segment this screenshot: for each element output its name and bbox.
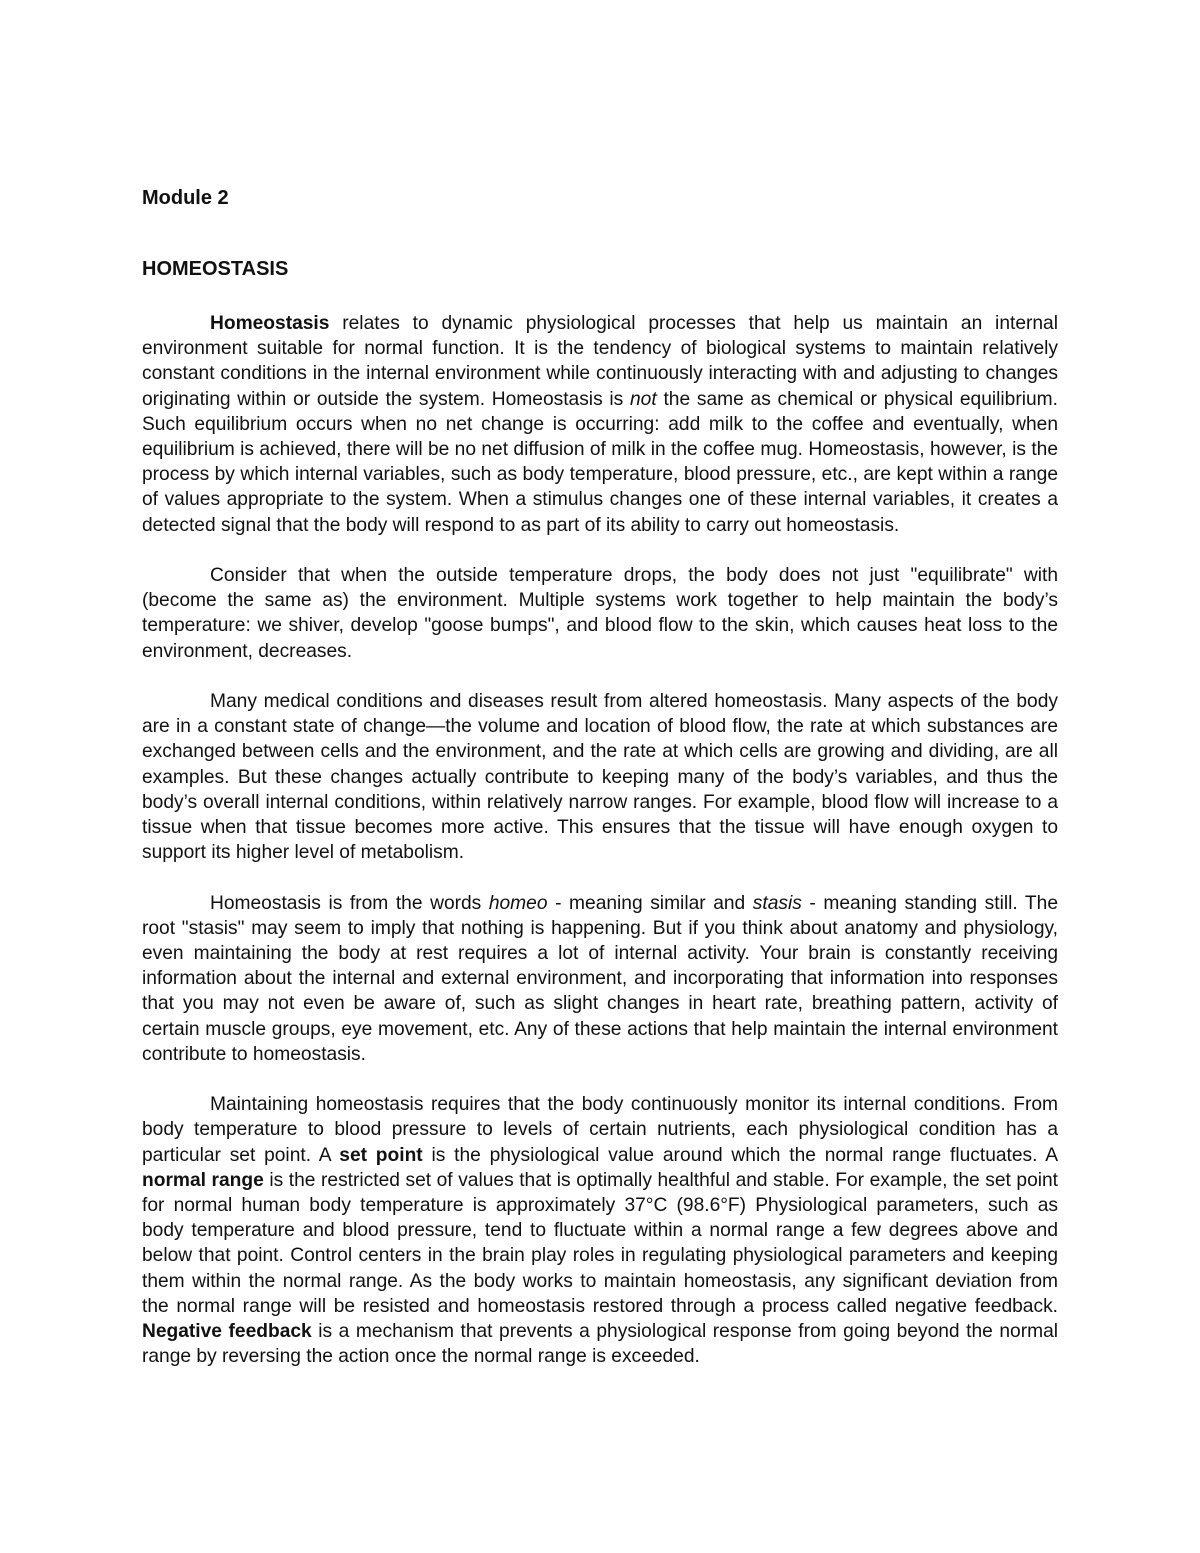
document-title: HOMEOSTASIS — [142, 258, 289, 280]
bold-term: set point — [339, 1144, 423, 1166]
text-run: the same as chemical or physical equilibrium. Such equilibrium occurs when no net change is occurring: add milk to the coffee and eventually, when equilibrium is achieved, there will be no net diffusion of milk in the coffee mug. Homeostasis, however, is the process by which internal variables, such as body temperature, blood pressure, etc., are kept within a range of values appropriate to the system. When a stimulus changes one of these internal variables, it creates a detected signal that the body will respond to as part of its ability to carry out homeostasis. — [142, 388, 1058, 536]
text-run: - meaning standing still. The root "stasis" may seem to imply that nothing is happening. But if you think about anatomy and physiology, even maintaining the body at rest requires a lot of internal activity. Your brain is constantly receiving information about the internal and external environment, and incorporating that information into responses that you may not even be aware of, such as slight changes in heart rate, breathing pattern, activity of certain muscle groups, eye movement, etc. Any of these actions that help maintain the internal environment contribute to homeostasis. — [142, 892, 1058, 1065]
module-label: Module 2 — [142, 187, 229, 209]
text-run: is the restricted set of values that is optimally healthful and stable. For example, the set point for normal human body temperature is approximately 37°C (98.6°F) Physiological parameters, such as body temperature and blood pressure, tend to fluctuate within a normal range a few degrees above and below that point. Control centers in the brain play roles in regulating physiological parameters and keeping them within the normal range. As the body works to maintain homeostasis, any significant deviation from the normal range will be resisted and homeostasis restored through a process called negative feedback. — [142, 1169, 1059, 1317]
italic-term: not — [630, 388, 657, 410]
paragraph — [142, 689, 1058, 865]
text-run: relates to dynamic physiological processes that help us maintain an internal environment suitable for normal function. It is the tendency of biological systems to maintain relatively constant conditions in the internal environment while continuously interacting with and adjusting to changes originating within or outside the system. Homeostasis is — [142, 313, 1058, 410]
text-run: is the physiological value around which the normal range fluctuates. A — [422, 1144, 1058, 1166]
text-run: Consider that when the outside temperature drops, the body does not just "equilibrate" with (become the same as) the environment. Multiple systems work together to help maintain the body’s temperature: we shiver, develop "goose bumps", and blood flow to the skin, which causes heat loss to the environment, decreases. — [142, 565, 1058, 662]
text-run: Maintaining homeostasis requires that the body continuously monitor its internal conditions. From body temperature to blood pressure to levels of certain nutrients, each physiological condition has a particular set point. A — [142, 1094, 1058, 1166]
bold-term: Negative feedback — [142, 1321, 312, 1343]
text-run: is a mechanism that prevents a physiological response from going beyond the normal range by reversing the action once the normal range is exceeded. — [142, 1321, 1059, 1368]
document-body — [142, 311, 1058, 1395]
bold-term: normal range — [142, 1169, 264, 1191]
text-run: - meaning similar and — [547, 892, 753, 914]
text-run: Homeostasis is from the words — [210, 892, 489, 914]
paragraph — [142, 311, 1058, 538]
paragraph — [142, 891, 1058, 1067]
italic-term: homeo — [488, 892, 548, 914]
italic-term: stasis — [752, 892, 802, 914]
paragraph — [142, 563, 1058, 664]
paragraph — [142, 1092, 1058, 1369]
bold-term: Homeostasis — [210, 313, 330, 334]
text-run: Many medical conditions and diseases result from altered homeostasis. Many aspects of the body are in a constant state of change—the volume and location of blood flow, the rate at which substances are exchanged between cells and the environment, and the rate at which cells are growing and dividing, are all examples. But these changes actually contribute to keeping many of the body’s variables, and thus the body’s overall internal conditions, within relatively narrow ranges. For example, blood flow will increase to a tissue when that tissue becomes more active. This ensures that the tissue will have enough oxygen to support its higher level of metabolism. — [142, 691, 1058, 864]
